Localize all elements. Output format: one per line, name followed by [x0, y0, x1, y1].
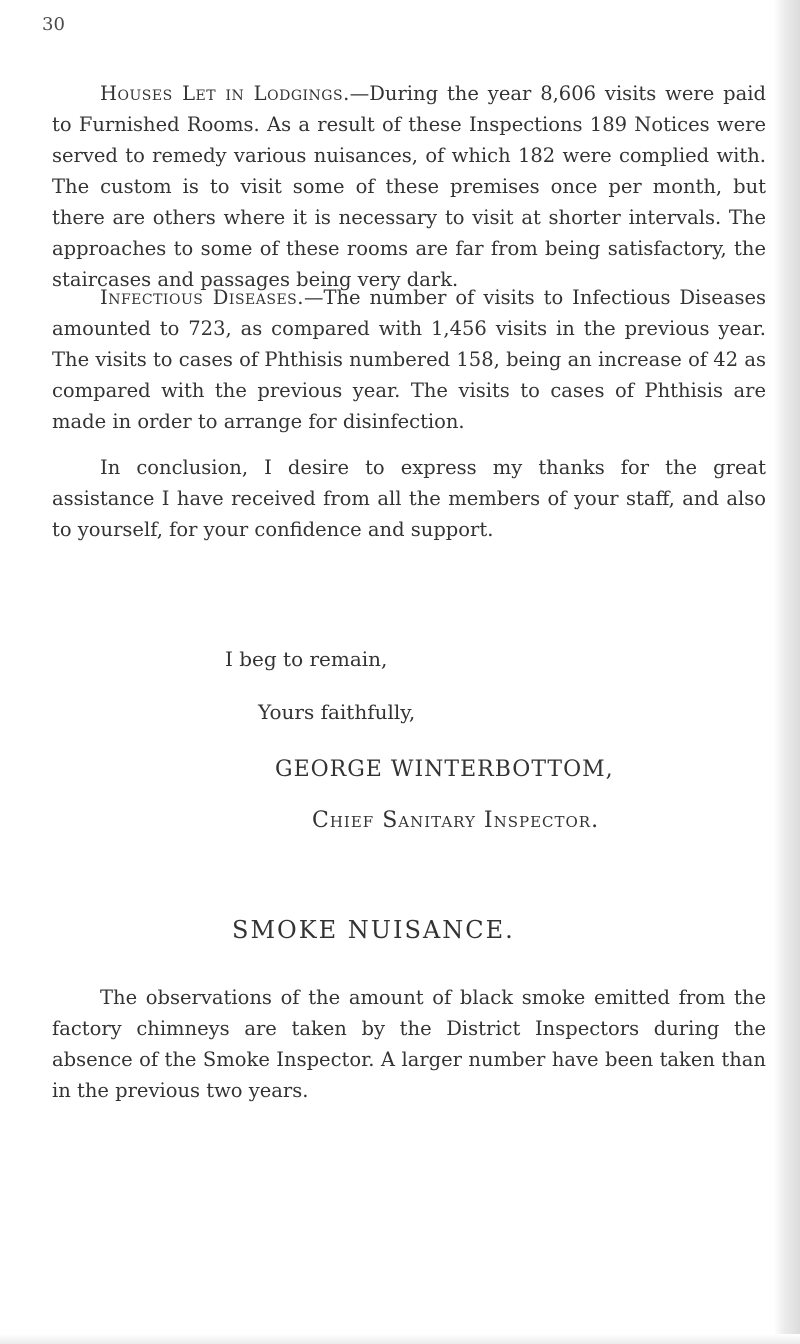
text-houses-let: —During the year 8,606 visits were paid to Furnished Rooms. As a result of these Inspections 189 Notices were served to remedy various nuisances, of which 182 were complied with. The custom is to visit some of these premises once per month, but there are others where it is necessary to visit at shorter intervals. The approaches to some of these rooms are far from being satisfactory, the staircases and passages being very dark. — [52, 82, 766, 291]
heading-infectious-diseases: Infectious Diseases. — [100, 286, 304, 309]
paragraph-smoke-nuisance: The observations of the amount of black smoke emitted from the factory chimneys are taken by the District Inspectors during the absence of the Smoke Inspector. A larger number have been taken than in the previous two years. — [52, 986, 766, 1102]
section-heading-smoke-nuisance: SMOKE NUISANCE. — [232, 916, 515, 944]
page-number: 30 — [42, 14, 65, 35]
yours-faithfully: Yours faithfully, — [258, 700, 416, 724]
signatory-name: GEORGE WINTERBOTTOM, — [275, 757, 614, 782]
paragraph-infectious-diseases — [52, 282, 766, 437]
closing-line: I beg to remain, — [225, 647, 388, 671]
signatory-title: Chief Sanitary Inspector. — [312, 808, 600, 833]
paragraph-conclusion: In conclusion, I desire to express my thanks for the great assistance I have received from all the members of your staff, and also to yourself, for your confidence and support. — [52, 456, 766, 541]
page-edge-shadow — [774, 0, 800, 1344]
paragraph-houses-let — [52, 78, 766, 295]
text-infectious-diseases: —The number of visits to Infectious Diseases amounted to 723, as compared with 1,456 visits in the previous year. The visits to cases of Phthisis numbered 158, being an increase of 42 as compared with the previous year. The visits to cases of Phthisis are made in order to arrange for disinfection. — [52, 286, 766, 433]
heading-houses-let: Houses Let in Lodgings. — [100, 82, 350, 105]
page-bottom-edge — [0, 1334, 800, 1344]
